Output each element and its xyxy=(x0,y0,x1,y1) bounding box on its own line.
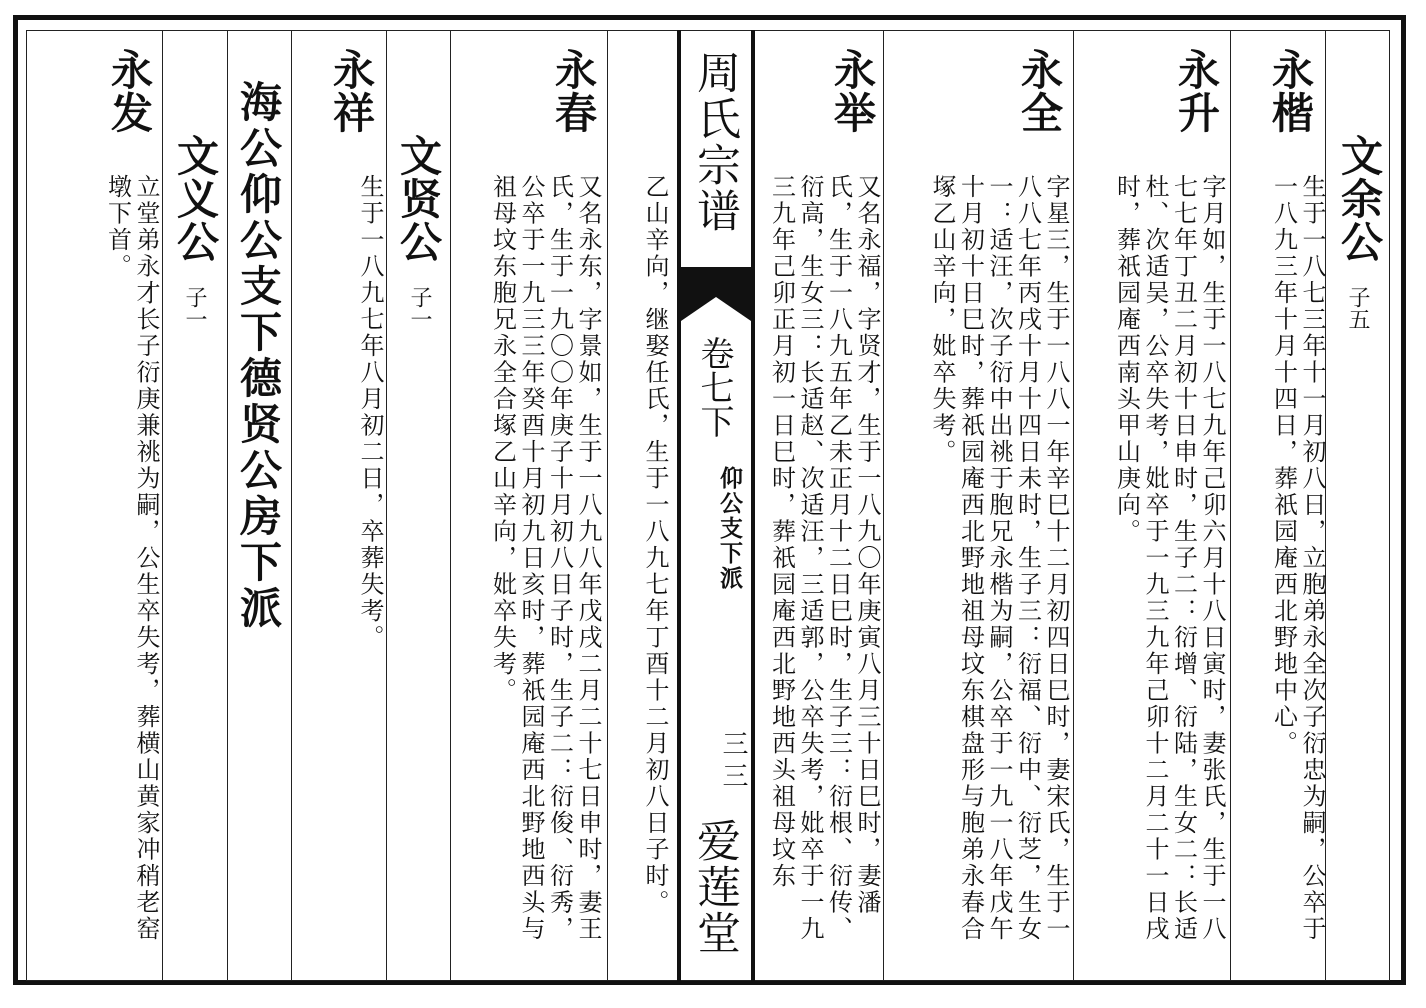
person-name: 永春 xyxy=(549,48,598,134)
person-record: 立堂弟永才长子衍庚兼祧为嗣，公生卒失考，葬横山黄家冲稍老窑墩下首。 xyxy=(103,174,160,943)
volume-label: 卷七下 xyxy=(694,336,734,438)
center-divider-left xyxy=(677,30,681,981)
column-divider xyxy=(1073,30,1074,981)
genealogy-title: 周氏宗谱 xyxy=(689,50,740,234)
column-divider xyxy=(386,30,387,981)
person-record: 字月如，生于一八七九年己卯六月十八日寅时，妻张氏，生于一八七七年丁丑二月初十日申时，生子二：衍增、衍陆，生女二：长适杜、次适吴，公卒失考，妣卒于一九三九年己卯十二月二十一日戌时，葬祇园庵西南头甲山庚向。 xyxy=(1112,174,1226,943)
column-divider xyxy=(227,30,228,981)
person-name: 永祥 xyxy=(327,48,376,134)
generation-name: 文余公 xyxy=(1335,134,1384,263)
branch-heading: 海公仰公支下德贤公房下派 xyxy=(234,80,283,632)
continued-record: 乙山辛向，继娶任氏，生于一八九七年丁酉十二月初八日子时。 xyxy=(641,174,669,916)
column-divider xyxy=(883,30,884,981)
column-divider xyxy=(1230,30,1231,981)
column-divider xyxy=(291,30,292,981)
children-count: 子五 xyxy=(1345,286,1370,330)
center-divider-right xyxy=(751,30,755,981)
hall-name: 爱莲堂 xyxy=(689,818,740,956)
person-record: 又名永东，字景如，生于一八九八年戊戌二月二十七日申时，妻王氏，生于一九〇〇年庚子十月初八日子时，生子二：衍俊、衍秀，公卒于一九三三年癸酉十月初九日亥时，葬祇园庵西北野地西头与祖母坟东胞兄永全合塚乙山辛向，妣卒失考。 xyxy=(488,174,602,943)
person-record: 又名永福，字贤才，生于一八九〇年庚寅八月三十日巳时，妻潘氏，生于一八九五年乙未正月十二日巳时，生子三：衍根、衍传、衍高，生女三：长适赵、次适汪，三适郭，公卒失考，妣卒于一九三九年己卯正月初一日巳时，葬祇园庵西北野地西头祖母坟东 xyxy=(767,174,881,943)
person-record: 生于一八九七年八月初二日，卒葬失考。 xyxy=(356,174,384,651)
person-name: 永升 xyxy=(1172,48,1221,134)
person-name: 永举 xyxy=(828,48,877,134)
person-name: 永全 xyxy=(1015,48,1064,134)
column-divider xyxy=(450,30,451,981)
person-name: 永楷 xyxy=(1266,48,1315,134)
fishtail-ornament xyxy=(681,269,751,321)
children-count: 子一 xyxy=(407,286,432,330)
generation-name: 文贤公 xyxy=(394,134,443,263)
branch-label: 仰公支下派 xyxy=(716,466,743,591)
column-divider xyxy=(607,30,608,981)
page-number: 三三 xyxy=(718,730,748,794)
column-divider xyxy=(162,30,163,981)
children-count: 子一 xyxy=(182,286,207,330)
generation-name: 文义公 xyxy=(171,134,220,263)
person-name: 永发 xyxy=(105,48,154,134)
person-record: 字星三，生于一八八一年辛巳十二月初四日巳时，妻宋氏，生于一八八七年丙戌十月十四日未时，生子三：衍福、衍中、衍芝，生女一：适汪，次子衍中出祧于胞兄永楷为嗣，公卒于一九一八年戊午十月初十日巳时，葬祇园庵西北野地祖母坟东棋盘形与胞弟永春合塚乙山辛向，妣卒失考。 xyxy=(928,174,1070,943)
person-record: 生于一八七三年十一月初八日，立胞弟永全次子衍忠为嗣，公卒于一八九三年十月十四日，葬祇园庵西北野地中心。 xyxy=(1269,174,1326,943)
